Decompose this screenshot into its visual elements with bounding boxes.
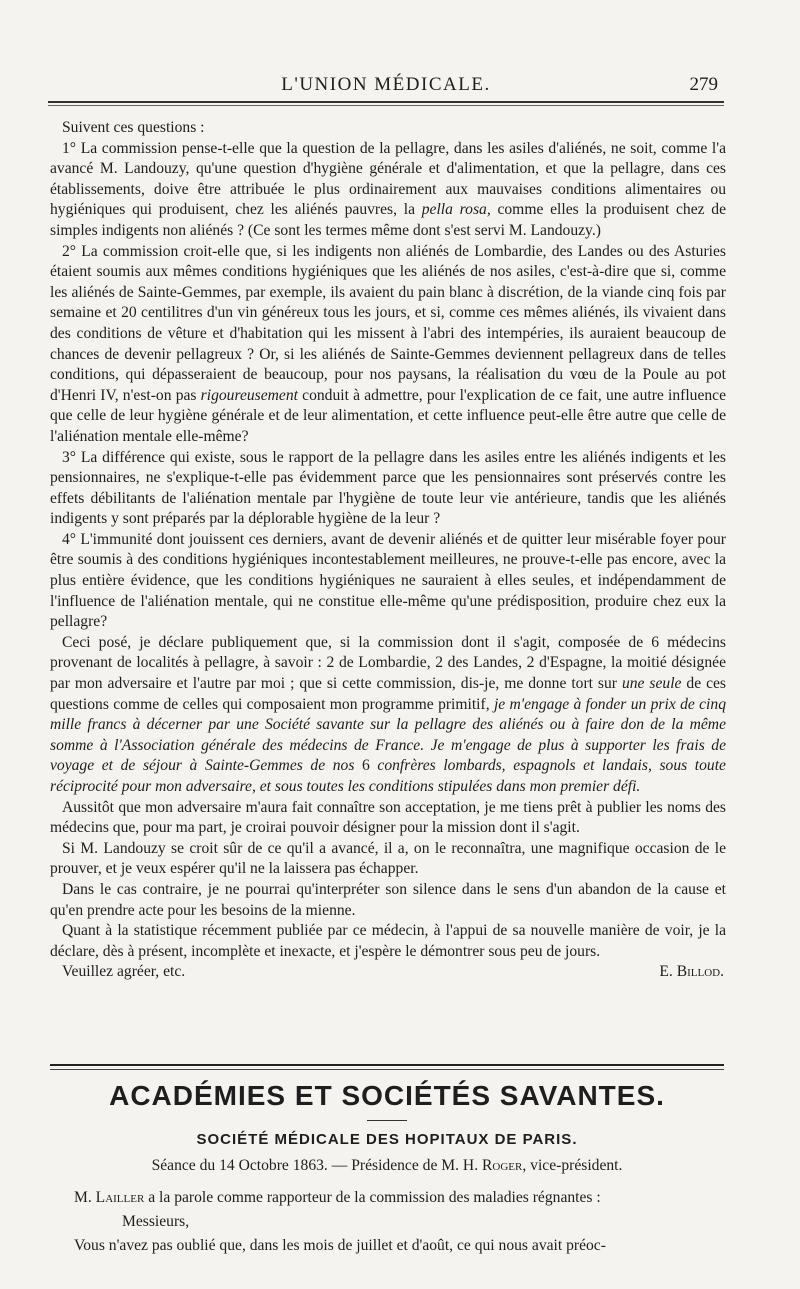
question-1: 1° La commission pense-t-elle que la question de la pellagre, dans les asiles d'aliénés, ne soit, comme l'a avancé M. Landouzy, qu'une question d'hygiène générale et d'alimentation, et que la pellagre, dans ces établissements, doive être attribuée le plus ordinairement aux mauvaises conditions alimentaires ou hygiéniques qui produisent, chez les aliénés pauvres, la pella rosa, comme elles la produisent chez de simples indigents non aliénés ? (Ce sont les termes même dont s'est servi M. Landouzy.) [50,139,726,239]
dans-paragraph: Dans le cas contraire, je ne pourrai qu'interpréter son silence dans le sens d'un abandon de la cause et qu'en prendre acte pour les besoins de la mienne. [50,880,726,919]
closing-line [50,962,726,983]
section-heading: ACADÉMIES ET SOCIÉTÉS SAVANTES. [109,1080,665,1111]
page-header [48,70,724,98]
running-title: L'UNION MÉDICALE. [281,74,491,95]
question-3: 3° La différence qui existe, sous le rapport de la pellagre dans les asiles entre les aliénés indigents et les pensionnaires, ne s'explique-t-elle pas évidemment parce que les pensionnaires sont préservés contre les effets débilitants de l'aliénation mentale par l'hygiène de toute leur vie antérieure, tandis que les aliénés indigents y sont préparés par la déplorable hygiène de la leur ? [50,448,726,528]
aussitot-paragraph: Aussitôt que mon adversaire m'aura fait connaître son acceptation, je me tiens prêt à publier les noms des médecins que, pour ma part, je croirai pouvoir désigner pour la mission dont il s'agit. [50,798,726,837]
letter-body [50,118,726,983]
si-paragraph: Si M. Landouzy se croit sûr de ce qu'il a avancé, il a, on le reconnaîtra, une magnifique occasion de le prouver, et je veux espérer qu'il ne la laissera pas échapper. [50,839,726,878]
section-rule-top [50,1064,724,1066]
lailler-line: M. Lailler a la parole comme rapporteur de la commission des maladies régnantes : [74,1189,601,1206]
intro-paragraph: Suivent ces questions : [62,119,205,136]
closing-formula: Veuillez agréer, etc. [62,963,186,981]
question-4: 4° L'immunité dont jouissent ces derniers, avant de devenir aliénés et de quitter leur misérable foyer pour être soumis à des conditions hygiéniques incontestablement meilleures, ne prouve-t-elle pas encore, avec la plus entière évidence, que les conditions hygiéniques ne sauraient à elles seules, et indépendamment de l'influence de l'aliénation mentale, qui ne constitue elle-même qu'une prédisposition, produire chez eux la pellagre? [50,530,726,631]
declaration-paragraph: Ceci posé, je déclare publiquement que, si la commission dont il s'agit, composée de 6 médecins provenant de localités à pellagre, à savoir : 2 de Lombardie, 2 des Landes, 2 d'Espagne, la moitié désignée par mon adversaire et l'autre par moi ; que si cette commission, dis-je, me donne tort sur une seule de ces questions comme de celles qui composaient mon programme primitif, je m'engage à fonder un prix de cinq mille francs à décerner par une Société savante sur la pellagre des aliénés ou à faire don de la même somme à l'Association générale des médecins de France. Je m'engage de plus à supporter les frais de voyage et de séjour à Sainte-Gemmes de nos 6 confrères lombards, espagnols et landais, sous toute réciprocité pour mon adversaire, et sous toutes les conditions stipulées dans mon premier défi. [50,633,726,795]
report-first-line: Vous n'avez pas oublié que, dans les mois de juillet et d'août, ce qui nous avait préoc- [74,1237,606,1254]
report-intro [50,1186,726,1258]
society-title: SOCIÉTÉ MÉDICALE DES HOPITAUX DE PARIS. [196,1131,578,1148]
seance-line: Séance du 14 Octobre 1863. — Présidence de M. H. Roger, vice-président. [151,1157,623,1174]
salutation: Messieurs, [122,1213,190,1230]
section-rule-bottom [50,1069,724,1070]
header-rule [48,101,724,103]
header-rule-thin [48,105,724,106]
heading-divider [367,1120,407,1121]
quant-paragraph: Quant à la statistique récemment publiée par ce médecin, à l'appui de sa nouvelle manière de voir, je la déclare, dès à présent, incomplète et inexacte, et j'espère le démontrer sous peu de jours. [50,922,726,960]
page-number: 279 [689,74,718,95]
question-2: 2° La commission croit-elle que, si les indigents non aliénés de Lombardie, des Landes ou des Asturies étaient soumis aux mêmes conditions hygiéniques que les aliénés de nos asiles, c'est-à-dire que si, comme les aliénés de Sainte-Gemmes, par exemple, ils avaient du pain blanc à discrétion, de la viande cinq fois par semaine et 20 centilitres d'un vin généreux tous les jours, et si, comme ces mêmes aliénés, ils vivaient dans des conditions de vêture et d'habitation qui les missent à l'abri des intempéries, ils auraient beaucoup de chances de devenir pellagreux ? Or, si les aliénés de Sainte-Gemmes deviennent pellagreux dans de telles conditions, qui dépasseraient de beaucoup, pour nos paysans, la réalisation du vœu de la Poule au pot d'Henri IV, n'est-on pas rigoureusement conduit à admettre, pour l'explication de ce fait, une autre influence que celle de leur hygiène générale et de leur alimentation, et cette influence peut-elle être autre que celle de l'aliénation mentale elle-même? [50,242,727,445]
signature: E. Billod. [659,963,724,981]
